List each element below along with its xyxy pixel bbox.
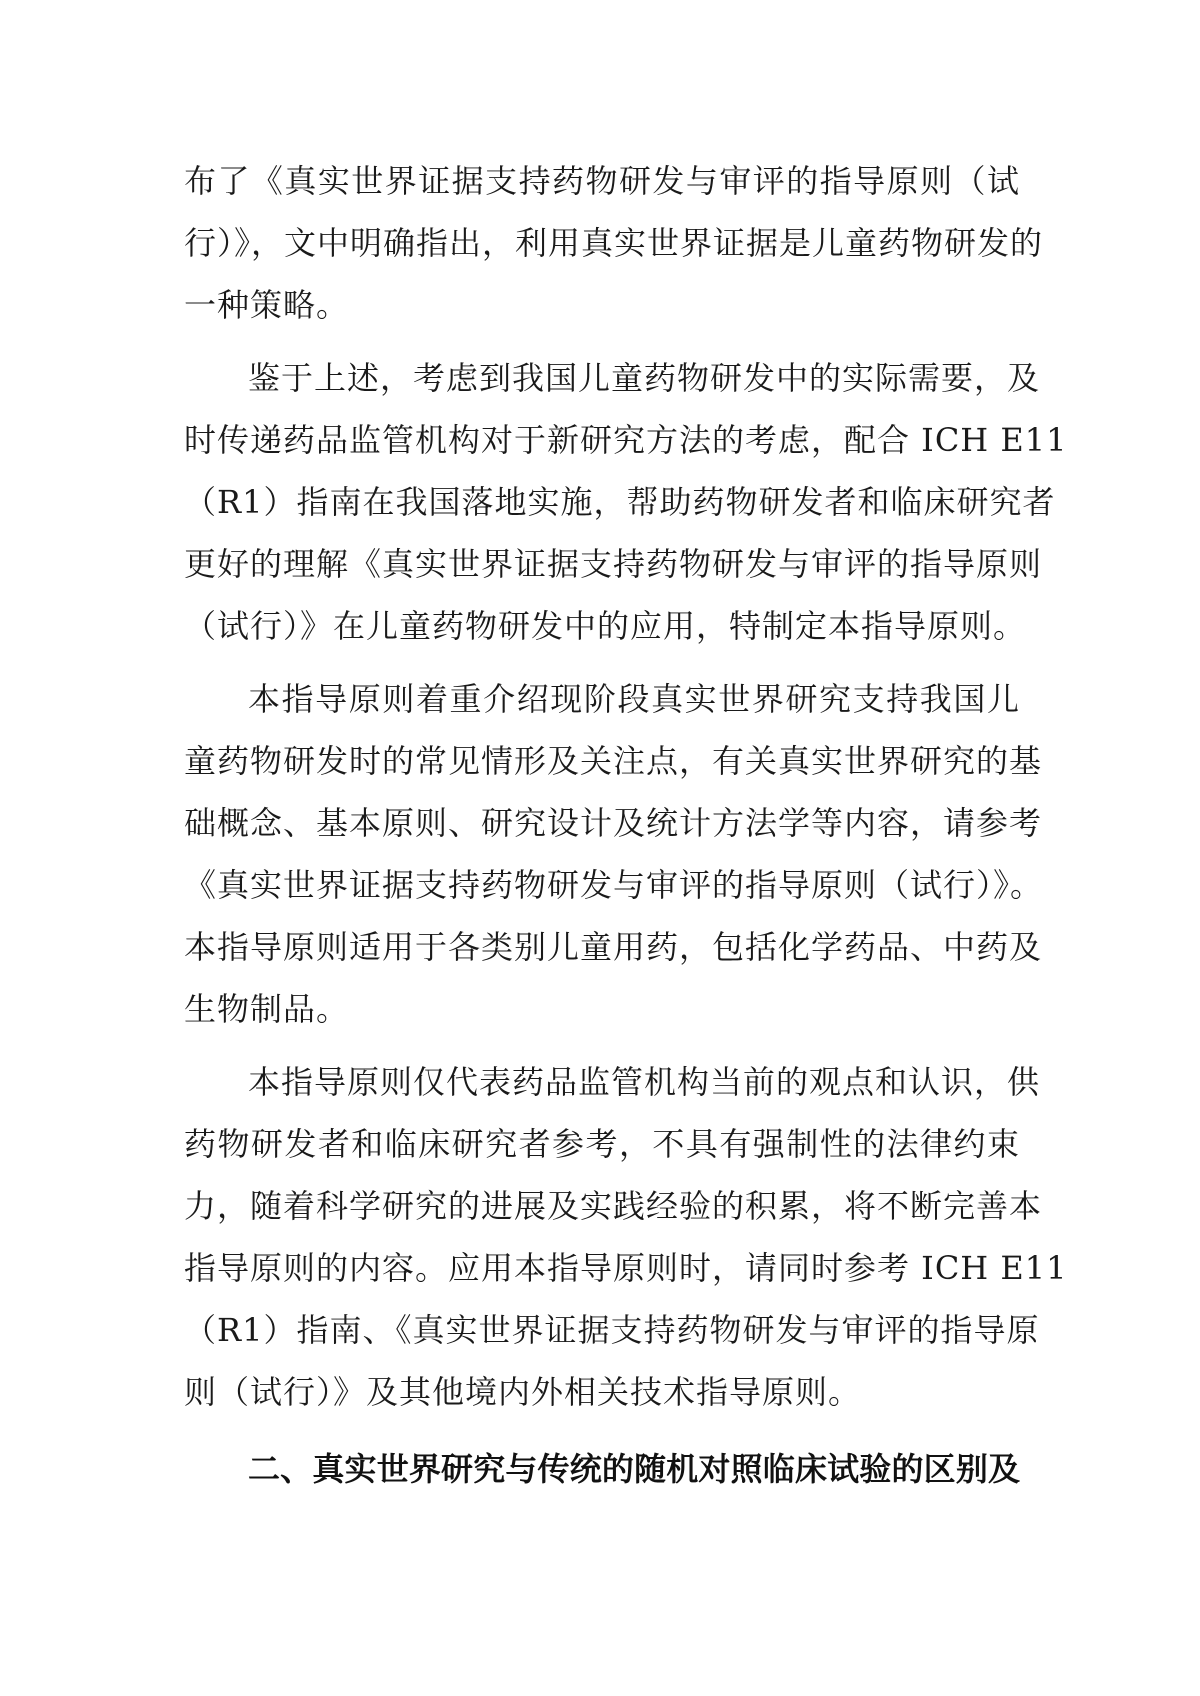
text-line: （试行）》在儿童药物研发中的应用，特制定本指导原则。 [184, 607, 1027, 645]
section-heading: 二、真实世界研究与传统的随机对照临床试验的区别及 [248, 1450, 1020, 1488]
text-line: 时传递药品监管机构对于新研究方法的考虑，配合 ICH E11 [184, 421, 1068, 459]
text-line: 力，随着科学研究的进展及实践经验的积累，将不断完善本 [184, 1187, 1043, 1225]
document-body [184, 150, 1068, 1434]
text-line: 本指导原则适用于各类别儿童用药，包括化学药品、中药及 [184, 928, 1043, 966]
text-line: 鉴于上述，考虑到我国儿童药物研发中的实际需要，及 [248, 359, 1041, 397]
text-line: 本指导原则仅代表药品监管机构当前的观点和认识，供 [248, 1063, 1041, 1101]
text-line: （R1）指南、《真实世界证据支持药物研发与审评的指导原 [184, 1311, 1040, 1349]
paragraph-disclaimer [184, 1051, 1068, 1423]
text-line: 童药物研发时的常见情形及关注点，有关真实世界研究的基 [184, 742, 1043, 780]
text-line: 更好的理解《真实世界证据支持药物研发与审评的指导原则 [184, 545, 1043, 583]
text-line: 生物制品。 [184, 990, 350, 1028]
text-line: 础概念、基本原则、研究设计及统计方法学等内容，请参考 [184, 804, 1043, 842]
paragraph-continuation [184, 150, 1044, 336]
text-line: 《真实世界证据支持药物研发与审评的指导原则（试行）》。 [184, 866, 1044, 904]
text-line: （R1）指南在我国落地实施，帮助药物研发者和临床研究者 [184, 483, 1056, 521]
text-line: 布了《真实世界证据支持药物研发与审评的指导原则（试 [184, 162, 1020, 200]
text-line: 指导原则的内容。应用本指导原则时，请同时参考 ICH E11 [184, 1249, 1068, 1287]
text-line: 药物研发者和临床研究者参考，不具有强制性的法律约束 [184, 1125, 1020, 1163]
text-line: 行）》，文中明确指出，利用真实世界证据是儿童药物研发的 [184, 224, 1044, 262]
text-line: 则（试行）》及其他境内外相关技术指导原则。 [184, 1373, 862, 1411]
text-line: 一种策略。 [184, 286, 350, 324]
paragraph-background [184, 347, 1068, 657]
paragraph-scope [184, 668, 1044, 1040]
text-line: 本指导原则着重介绍现阶段真实世界研究支持我国儿 [248, 680, 1020, 718]
